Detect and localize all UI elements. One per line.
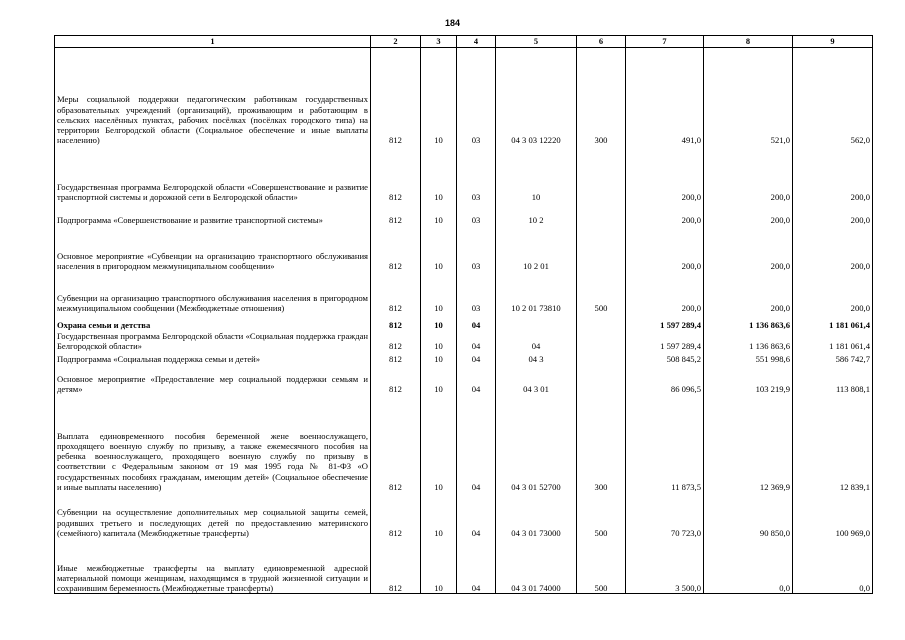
row-cell-col3: 10 bbox=[421, 226, 457, 272]
row-cell-col3: 10 bbox=[421, 351, 457, 364]
row-cell-col9: 562,0 bbox=[793, 48, 873, 146]
row-cell-col9: 100 969,0 bbox=[793, 492, 873, 538]
row-cell-col7: 200,0 bbox=[626, 272, 704, 314]
row-name-cell: Субвенции на организацию транспортного обслуживания населения в пригородном межмуниципальном сообщении (Межбюджетные отношения) bbox=[55, 272, 371, 314]
header-cell-1: 1 bbox=[55, 36, 371, 48]
row-cell-col2: 812 bbox=[371, 538, 421, 594]
row-cell-col9: 113 808,1 bbox=[793, 364, 873, 394]
row-name-cell: Меры социальной поддержки педагогическим работникам государственных образовательных учреждений (организаций), проживающим и работающим в сельских населённых пунктах, рабочих посёлках (посёлках городского типа) на территории Белгородской области (Социальное обеспечение и иные выплаты населению) bbox=[55, 48, 371, 146]
row-cell-col8: 551 998,6 bbox=[704, 351, 793, 364]
row-name-cell: Основное мероприятие «Предоставление мер социальной поддержки семьям и детям» bbox=[55, 364, 371, 394]
row-cell-col2: 812 bbox=[371, 394, 421, 492]
row-name-cell: Иные межбюджетные трансферты на выплату единовременной адресной материальной помощи женщинам, находящимся в трудной жизненной ситуации и сохранившим беременность (Межбюджетные трансферты) bbox=[55, 538, 371, 594]
table-row bbox=[55, 394, 873, 492]
header-cell-6: 6 bbox=[577, 36, 626, 48]
row-cell-col9: 12 839,1 bbox=[793, 394, 873, 492]
row-cell-col4: 04 bbox=[457, 394, 496, 492]
row-cell-col8: 200,0 bbox=[704, 226, 793, 272]
row-cell-col4: 04 bbox=[457, 331, 496, 351]
row-cell-col2: 812 bbox=[371, 364, 421, 394]
row-cell-col9: 586 742,7 bbox=[793, 351, 873, 364]
row-cell-col2: 812 bbox=[371, 492, 421, 538]
row-cell-col5: 10 2 01 bbox=[496, 226, 577, 272]
header-cell-2: 2 bbox=[371, 36, 421, 48]
table-row bbox=[55, 48, 873, 146]
row-cell-col8: 200,0 bbox=[704, 203, 793, 226]
row-cell-col6: 300 bbox=[577, 48, 626, 146]
page-number: 184 bbox=[444, 18, 461, 28]
row-cell-col6 bbox=[577, 364, 626, 394]
row-cell-col7: 70 723,0 bbox=[626, 492, 704, 538]
row-cell-col3: 10 bbox=[421, 314, 457, 331]
table-row bbox=[55, 203, 873, 226]
row-cell-col6 bbox=[577, 226, 626, 272]
row-cell-col7: 200,0 bbox=[626, 146, 704, 203]
row-cell-col3: 10 bbox=[421, 48, 457, 146]
row-name-cell: Выплата единовременного пособия беременной жене военнослужащего, проходящего военную службу по призыву, а также ежемесячного пособия на ребенка военнослужащего, проходящего военную службу по призыву в соответствии с Федеральным законом от 19 мая 1995 года № 81-ФЗ «О государственных пособиях гражданам, имеющим детей» (Социальное обеспечение и иные выплаты населению) bbox=[55, 394, 371, 492]
row-cell-col8: 1 136 863,6 bbox=[704, 331, 793, 351]
row-cell-col8: 90 850,0 bbox=[704, 492, 793, 538]
row-cell-col4: 03 bbox=[457, 146, 496, 203]
row-cell-col4: 03 bbox=[457, 203, 496, 226]
row-cell-col9: 200,0 bbox=[793, 272, 873, 314]
row-cell-col2: 812 bbox=[371, 272, 421, 314]
row-cell-col9: 0,0 bbox=[793, 538, 873, 594]
table-row bbox=[55, 351, 873, 364]
row-cell-col6: 500 bbox=[577, 492, 626, 538]
row-name-cell: Основное мероприятие «Субвенции на организацию транспортного обслуживания населения в пригородном межмуниципальном сообщении» bbox=[55, 226, 371, 272]
row-cell-col5: 10 2 bbox=[496, 203, 577, 226]
row-name-cell: Подпрограмма «Совершенствование и развитие транспортной системы» bbox=[55, 203, 371, 226]
row-cell-col6 bbox=[577, 351, 626, 364]
row-cell-col4: 03 bbox=[457, 272, 496, 314]
header-cell-8: 8 bbox=[704, 36, 793, 48]
row-cell-col9: 1 181 061,4 bbox=[793, 331, 873, 351]
table-row bbox=[55, 538, 873, 594]
row-cell-col4: 04 bbox=[457, 492, 496, 538]
row-cell-col3: 10 bbox=[421, 331, 457, 351]
row-cell-col5: 04 3 01 bbox=[496, 364, 577, 394]
row-cell-col4: 03 bbox=[457, 48, 496, 146]
row-cell-col6: 500 bbox=[577, 538, 626, 594]
row-cell-col3: 10 bbox=[421, 394, 457, 492]
row-name-cell: Подпрограмма «Социальная поддержка семьи и детей» bbox=[55, 351, 371, 364]
row-cell-col7: 1 597 289,4 bbox=[626, 314, 704, 331]
table-row bbox=[55, 226, 873, 272]
row-cell-col2: 812 bbox=[371, 351, 421, 364]
row-cell-col7: 491,0 bbox=[626, 48, 704, 146]
header-cell-9: 9 bbox=[793, 36, 873, 48]
row-name-cell: Охрана семьи и детства bbox=[55, 314, 371, 331]
row-cell-col3: 10 bbox=[421, 203, 457, 226]
row-cell-col2: 812 bbox=[371, 331, 421, 351]
row-cell-col8: 521,0 bbox=[704, 48, 793, 146]
row-cell-col4: 04 bbox=[457, 314, 496, 331]
table-row bbox=[55, 146, 873, 203]
row-cell-col8: 12 369,9 bbox=[704, 394, 793, 492]
row-cell-col8: 200,0 bbox=[704, 272, 793, 314]
table-row bbox=[55, 272, 873, 314]
header-cell-4: 4 bbox=[457, 36, 496, 48]
row-cell-col5: 04 3 01 73000 bbox=[496, 492, 577, 538]
row-cell-col9: 200,0 bbox=[793, 226, 873, 272]
table-row bbox=[55, 364, 873, 394]
row-cell-col4: 03 bbox=[457, 226, 496, 272]
row-cell-col5: 04 3 01 52700 bbox=[496, 394, 577, 492]
header-cell-3: 3 bbox=[421, 36, 457, 48]
row-cell-col2: 812 bbox=[371, 48, 421, 146]
row-cell-col7: 200,0 bbox=[626, 226, 704, 272]
header-cell-7: 7 bbox=[626, 36, 704, 48]
row-cell-col5: 04 3 03 12220 bbox=[496, 48, 577, 146]
table-row bbox=[55, 331, 873, 351]
row-name-cell: Субвенции на осуществление дополнительных мер социальной защиты семей, родивших третьего и последующих детей по предоставлению материнского (семейного) капитала (Межбюджетные трансферты) bbox=[55, 492, 371, 538]
row-cell-col9: 200,0 bbox=[793, 146, 873, 203]
row-name-cell: Государственная программа Белгородской области «Совершенствование и развитие транспортной системы и дорожной сети в Белгородской области» bbox=[55, 146, 371, 203]
row-cell-col2: 812 bbox=[371, 226, 421, 272]
table-row bbox=[55, 314, 873, 331]
header-cell-5: 5 bbox=[496, 36, 577, 48]
row-cell-col5: 10 bbox=[496, 146, 577, 203]
row-cell-col7: 11 873,5 bbox=[626, 394, 704, 492]
row-cell-col3: 10 bbox=[421, 272, 457, 314]
row-cell-col5 bbox=[496, 314, 577, 331]
row-cell-col4: 04 bbox=[457, 364, 496, 394]
row-cell-col7: 1 597 289,4 bbox=[626, 331, 704, 351]
row-cell-col2: 812 bbox=[371, 146, 421, 203]
table-row bbox=[55, 492, 873, 538]
row-cell-col2: 812 bbox=[371, 203, 421, 226]
header-row bbox=[55, 36, 873, 48]
row-cell-col5: 04 3 bbox=[496, 351, 577, 364]
row-cell-col7: 200,0 bbox=[626, 203, 704, 226]
row-cell-col4: 04 bbox=[457, 351, 496, 364]
row-cell-col9: 200,0 bbox=[793, 203, 873, 226]
row-cell-col9: 1 181 061,4 bbox=[793, 314, 873, 331]
row-cell-col6: 300 bbox=[577, 394, 626, 492]
row-cell-col8: 200,0 bbox=[704, 146, 793, 203]
row-cell-col6 bbox=[577, 146, 626, 203]
row-cell-col7: 3 500,0 bbox=[626, 538, 704, 594]
row-cell-col3: 10 bbox=[421, 364, 457, 394]
row-cell-col6 bbox=[577, 203, 626, 226]
row-cell-col5: 04 bbox=[496, 331, 577, 351]
row-name-cell: Государственная программа Белгородской области «Социальная поддержка граждан Белгородской области» bbox=[55, 331, 371, 351]
row-cell-col5: 10 2 01 73810 bbox=[496, 272, 577, 314]
row-cell-col6 bbox=[577, 331, 626, 351]
row-cell-col8: 0,0 bbox=[704, 538, 793, 594]
row-cell-col6 bbox=[577, 314, 626, 331]
row-cell-col8: 103 219,9 bbox=[704, 364, 793, 394]
row-cell-col3: 10 bbox=[421, 492, 457, 538]
row-cell-col4: 04 bbox=[457, 538, 496, 594]
row-cell-col6: 500 bbox=[577, 272, 626, 314]
row-cell-col3: 10 bbox=[421, 146, 457, 203]
row-cell-col8: 1 136 863,6 bbox=[704, 314, 793, 331]
row-cell-col2: 812 bbox=[371, 314, 421, 331]
row-cell-col3: 10 bbox=[421, 538, 457, 594]
row-cell-col5: 04 3 01 74000 bbox=[496, 538, 577, 594]
row-cell-col7: 86 096,5 bbox=[626, 364, 704, 394]
row-cell-col7: 508 845,2 bbox=[626, 351, 704, 364]
budget-table bbox=[54, 35, 873, 594]
